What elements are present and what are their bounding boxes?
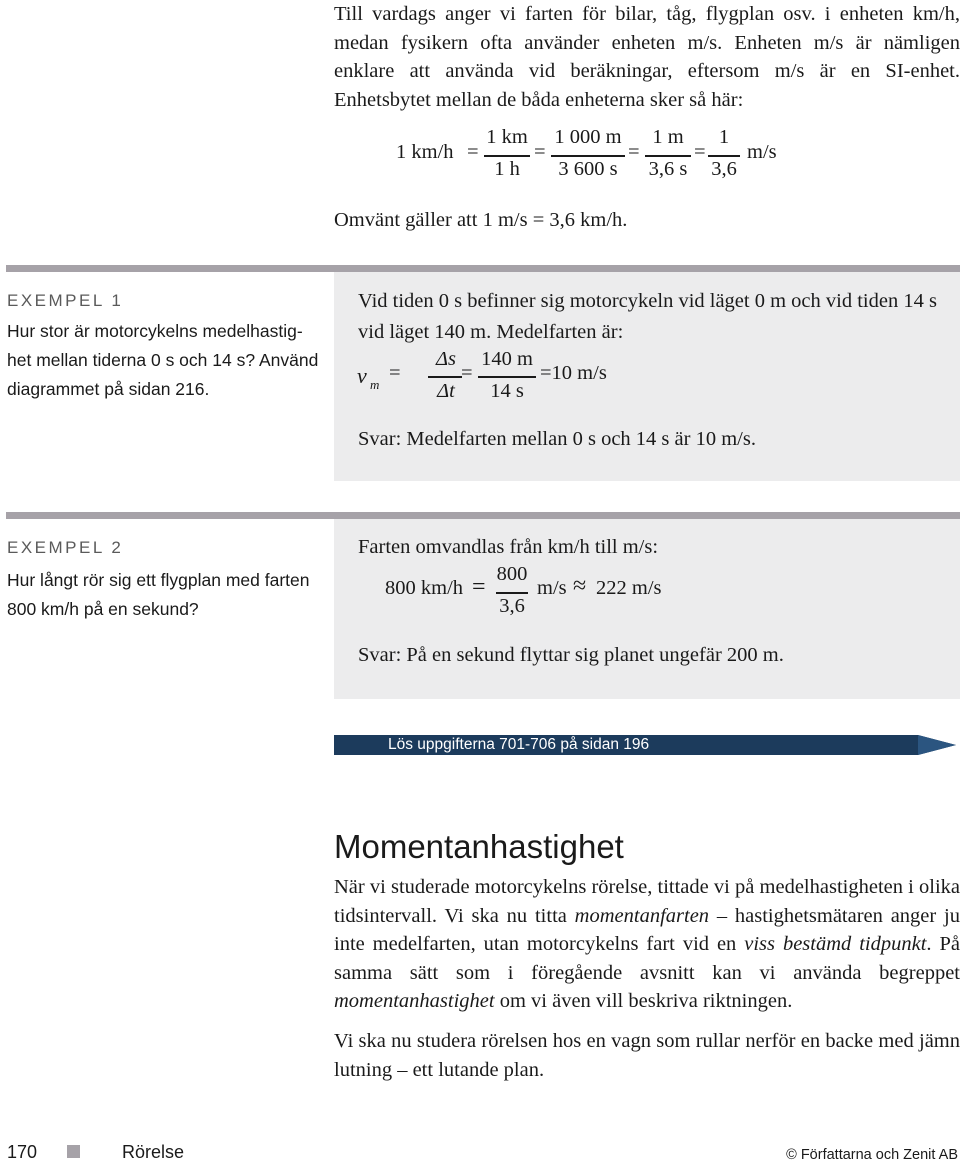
fraction-4-denominator: 3,6	[711, 158, 737, 180]
example-1-question: Hur stor är motorcykelns medelhastighet mellan tiderna 0 s och 14 s? Använd diagrammet på sidan 216.	[7, 321, 319, 399]
example-1-label: EXEMPEL 1	[7, 291, 124, 310]
equals-sign: =	[472, 574, 486, 600]
example-1-text: Vid tiden 0 s befinner sig motorcykeln vid läget 0 m och vid tiden 14 s vid läget 140 m. Medelfarten är:	[358, 290, 937, 343]
speed-kmh: 800 km/h	[385, 577, 464, 599]
p1-part-a: När vi studerade motorcykelns rörelse, tittade vi på medelhastigheten i olika tidsintervall. Vi ska nu titta	[334, 876, 960, 927]
fraction-2-numerator: 1 000 m	[554, 126, 622, 148]
section-paragraph-1	[334, 873, 960, 1016]
p1-part-d: om vi även vill beskriva riktningen.	[494, 990, 793, 1012]
velocity-symbol: v	[357, 363, 367, 388]
equals-sign: =	[628, 141, 640, 163]
time-value: 14 s	[490, 380, 524, 402]
section-heading: Momentanhastighet	[334, 828, 624, 865]
example-2-question: Hur långt rör sig ett flygplan med farten 800 km/h på en sekund?	[7, 570, 310, 619]
fraction-3-numerator: 1 m	[652, 126, 684, 148]
formula-result: =10 m/s	[540, 362, 607, 384]
equation-lhs: 1 km/h	[396, 141, 454, 163]
distance-value: 140 m	[481, 348, 533, 370]
fraction-numerator: 800	[496, 563, 528, 585]
delta-s: Δs	[435, 348, 456, 370]
p2-text: Vi ska nu studera rörelsen hos en vagn som rullar nerför en backe med jämn lutning – ett lutande plan.	[334, 1030, 960, 1081]
equals-sign: =	[461, 362, 473, 384]
example-1-answer: Svar: Medelfarten mellan 0 s och 14 s är 10 m/s.	[358, 428, 756, 450]
section-paragraph-2	[334, 1027, 960, 1084]
velocity-subscript: m	[370, 377, 380, 392]
fraction-3-denominator: 3,6 s	[648, 158, 688, 180]
term-momentanfarten: momentanfarten	[574, 904, 710, 927]
equals-sign: =	[534, 141, 546, 163]
fraction-4-numerator: 1	[718, 126, 730, 148]
speed-ms: 222 m/s	[596, 577, 662, 599]
term-viss-bestamd-tidpunkt: viss bestämd tidpunkt	[744, 933, 927, 955]
page-number: 170	[7, 1142, 38, 1162]
footer-square-icon	[67, 1145, 80, 1158]
equation-unit: m/s	[747, 141, 777, 163]
fraction-unit: m/s	[537, 577, 567, 599]
fraction-denominator: 3,6	[499, 595, 525, 617]
p1-part-c: . På samma sätt som i föregående avsnitt kan vi använda begreppet	[334, 933, 960, 984]
fraction-1-numerator: 1 km	[486, 126, 528, 148]
fraction-1-denominator: 1 h	[494, 158, 520, 180]
equals-sign: =	[389, 362, 401, 384]
intro-text: Till vardags anger vi farten för bilar, tåg, flygplan osv. i enheten km/h, medan fysikern ofta använder enheten m/s. Enheten m/s är nämligen enklare att använda vid beräkningar, eftersom m/s är en SI-enhet. Enhetsbytet mellan de båda enheterna sker så här:	[334, 3, 960, 111]
chapter-name: Rörelse	[122, 1142, 185, 1162]
example-2-text: Farten omvandlas från km/h till m/s:	[358, 536, 659, 558]
fraction-2-denominator: 3 600 s	[558, 158, 618, 180]
p1-part-b: – hastighetsmätaren anger ju inte medelfarten, utan motorcykelns fart vid en	[334, 904, 960, 955]
inverse-statement: Omvänt gäller att 1 m/s = 3,6 km/h.	[334, 209, 628, 231]
equals-sign: =	[694, 141, 706, 163]
fraction-bar	[496, 592, 528, 594]
exercise-banner[interactable]	[334, 735, 956, 755]
banner-text: Lös uppgifterna 701-706 på sidan 196	[388, 736, 650, 753]
delta-t: Δt	[437, 380, 455, 402]
approx-sign: ≈	[573, 573, 587, 599]
example-2-answer: Svar: På en sekund flyttar sig planet ungefär 200 m.	[358, 644, 784, 666]
term-momentanhastighet: momentanhastighet	[334, 990, 495, 1012]
equals-sign: =	[467, 141, 479, 163]
example-2-label: EXEMPEL 2	[7, 538, 124, 557]
copyright: © Författarna och Zenit AB	[786, 1147, 958, 1163]
